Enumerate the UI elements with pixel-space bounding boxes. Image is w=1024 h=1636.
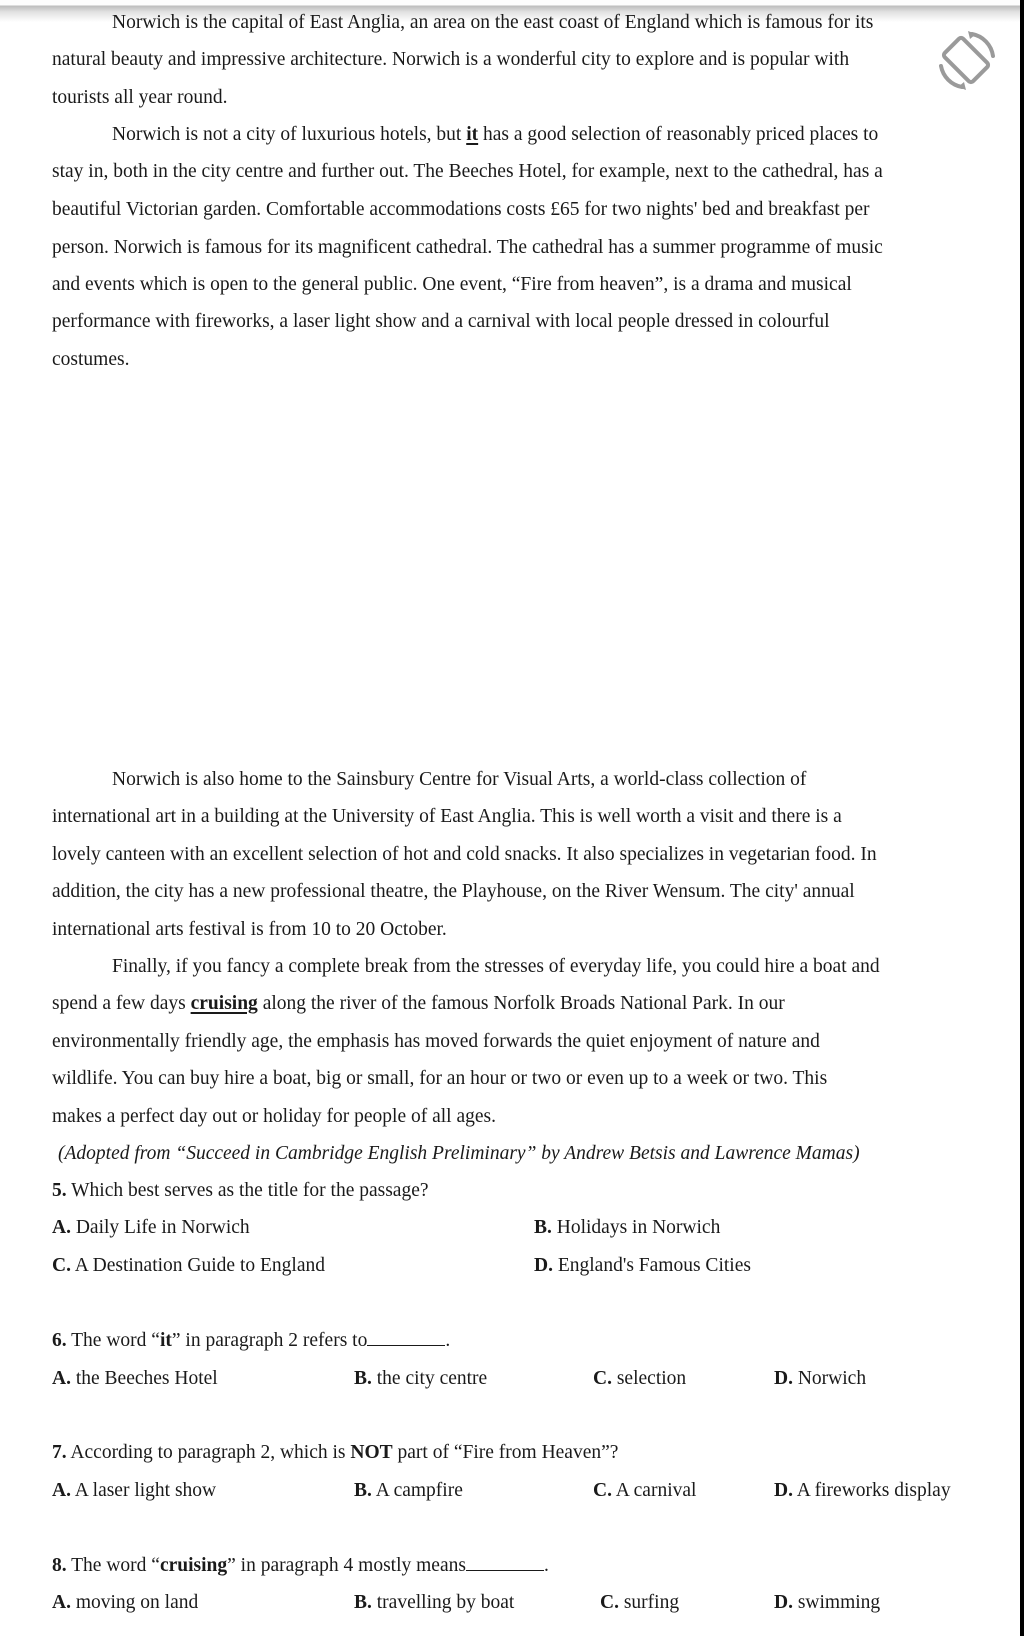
question-text: The word “ [66,1330,160,1351]
option-letter: B. [354,1480,372,1501]
question-text: According to paragraph 2, which is [66,1442,351,1463]
source-citation: (Adopted from “Succeed in Cambridge English Preliminary” by Andrew Betsis and Lawrence Mamas) [58,1143,860,1164]
question-number: 6. [52,1330,67,1351]
option-a[interactable] [52,1367,218,1391]
paragraph-2-line: costumes. [52,349,130,370]
option-text: A laser light show [70,1480,217,1501]
option-text: the city centre [371,1368,488,1389]
option-letter: B. [354,1368,372,1389]
question-8 [52,1554,549,1578]
option-letter: B. [534,1217,552,1238]
paragraph-2-line: performance with fireworks, a laser light show and a carnival with local people dressed in colourful [52,311,830,332]
paragraph-4-line: makes a perfect day out or holiday for people of all ages. [52,1106,496,1127]
option-text: the Beeches Hotel [70,1368,218,1389]
option-text: surfing [618,1592,680,1613]
option-text: England's Famous Cities [552,1255,751,1276]
paragraph-2-line: beautiful Victorian garden. Comfortable accommodations costs £65 for two nights' bed and breakfast per [52,199,870,220]
option-b[interactable] [534,1216,720,1240]
question-number: 8. [52,1555,67,1576]
question-5 [52,1179,429,1203]
option-c[interactable] [593,1367,686,1391]
question-emph: NOT [350,1442,393,1463]
paragraph-2-line: stay in, both in the city centre and further out. The Beeches Hotel, for example, next to the cathedral, has a [52,161,883,182]
option-b[interactable] [354,1591,514,1615]
question-end: . [543,1555,549,1576]
option-a[interactable] [52,1216,250,1240]
right-edge [1020,0,1024,1636]
underlined-word-cruising: cruising [190,993,258,1014]
option-text: Daily Life in Norwich [70,1217,250,1238]
option-letter: D. [774,1592,793,1613]
paragraph-2-line [112,123,878,147]
option-b[interactable] [354,1367,487,1391]
option-a[interactable] [52,1591,198,1615]
option-text: swimming [792,1592,881,1613]
question-7 [52,1441,618,1465]
option-text: selection [611,1368,687,1389]
option-letter: C. [593,1368,612,1389]
paragraph-3-line: international art in a building at the University of East Anglia. This is well worth a visit and there is a [52,806,842,827]
option-text: Holidays in Norwich [551,1217,721,1238]
text: Norwich is not a city of luxurious hotels, but [112,124,467,145]
option-d[interactable] [774,1479,951,1503]
option-letter: A. [52,1368,71,1389]
option-d[interactable] [774,1591,880,1615]
question-emph: cruising [159,1555,228,1576]
option-text: Norwich [792,1368,867,1389]
paragraph-3-line: Norwich is also home to the Sainsbury Centre for Visual Arts, a world-class collection of [112,769,807,790]
option-text: moving on land [70,1592,199,1613]
option-letter: D. [774,1480,793,1501]
paragraph-3-line: international arts festival is from 10 to 20 October. [52,919,447,940]
paragraph-2-line: and events which is open to the general public. One event, “Fire from heaven”, is a drama and musical [52,274,852,295]
option-text: A carnival [611,1480,697,1501]
option-letter: B. [354,1592,372,1613]
paragraph-2-line: person. Norwich is famous for its magnificent cathedral. The cathedral has a summer programme of music [52,237,883,258]
question-number: 7. [52,1442,67,1463]
option-letter: A. [52,1592,71,1613]
option-text: A Destination Guide to England [70,1255,325,1276]
answer-blank [367,1329,445,1346]
paragraph-4-line: environmentally friendly age, the emphasis has moved forwards the quiet enjoyment of nature and [52,1031,820,1052]
option-b[interactable] [354,1479,463,1503]
answer-blank [466,1554,544,1571]
question-text: ” in paragraph 2 refers to [171,1330,368,1351]
option-letter: D. [774,1368,793,1389]
text: has a good selection of reasonably priced places to [478,124,879,145]
paragraph-1-line: Norwich is the capital of East Anglia, an area on the east coast of England which is famous for its [112,12,874,33]
screen-rotate-icon[interactable] [936,30,998,92]
underlined-word-it: it [466,124,479,145]
question-6 [52,1329,450,1353]
option-a[interactable] [52,1479,216,1503]
option-text: travelling by boat [371,1592,515,1613]
question-text: Which best serves as the title for the passage? [66,1180,429,1201]
paragraph-3-line: addition, the city has a new professional theatre, the Playhouse, on the River Wensum. The city' annual [52,881,855,902]
paragraph-3-line: lovely canteen with an excellent selection of hot and cold snacks. It also specializes in vegetarian food. In [52,844,877,865]
option-letter: C. [52,1255,71,1276]
paragraph-4-line: Finally, if you fancy a complete break from the stresses of everyday life, you could hire a boat and [112,956,880,977]
option-letter: C. [593,1480,612,1501]
question-number: 5. [52,1180,67,1201]
option-letter: C. [600,1592,619,1613]
option-d[interactable] [774,1367,866,1391]
option-letter: A. [52,1217,71,1238]
paragraph-1-line: natural beauty and impressive architecture. Norwich is a wonderful city to explore and is popular with [52,49,850,70]
option-d[interactable] [534,1254,751,1278]
question-end: . [445,1330,451,1351]
option-c[interactable] [52,1254,325,1278]
text: spend a few days [52,993,191,1014]
paragraph-4-line: wildlife. You can buy hire a boat, big or small, for an hour or two or even up to a week or two. This [52,1068,828,1089]
option-c[interactable] [600,1591,679,1615]
question-text: ” in paragraph 4 mostly means [227,1555,466,1576]
question-emph: it [159,1330,172,1351]
option-text: A fireworks display [792,1480,951,1501]
option-letter: D. [534,1255,553,1276]
question-text: The word “ [66,1555,160,1576]
option-letter: A. [52,1480,71,1501]
paragraph-1-line: tourists all year round. [52,87,228,108]
option-c[interactable] [593,1479,696,1503]
question-text: part of “Fire from Heaven”? [392,1442,619,1463]
text: along the river of the famous Norfolk Broads National Park. In our [257,993,785,1014]
option-text: A campfire [371,1480,463,1501]
paragraph-4-line [52,992,785,1016]
